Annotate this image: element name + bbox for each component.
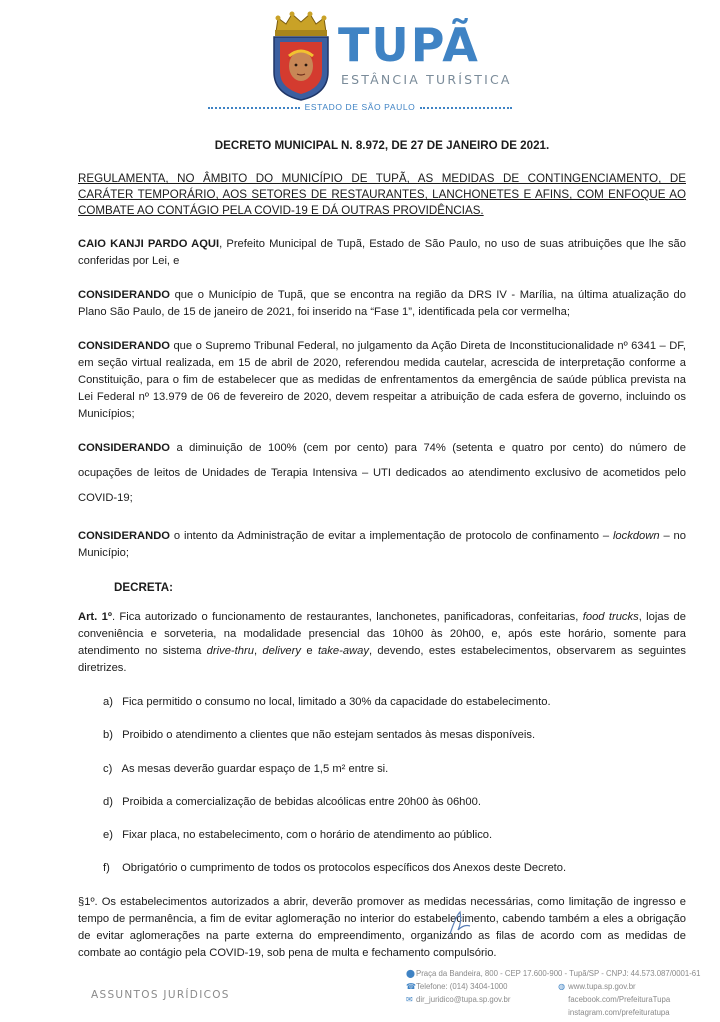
list-item-text: Proibida a comercialização de bebidas alcoólicas entre 20h00 às 06h00.: [122, 795, 481, 808]
considerando-4: [78, 528, 686, 562]
contact-block: [406, 967, 706, 1019]
list-item-text: Fica permitido o consumo no local, limitado a 30% da capacidade do estabelecimento.: [122, 696, 551, 708]
considerando-2: [78, 338, 686, 423]
email-row: [406, 993, 556, 1006]
considerando-label: CONSIDERANDO: [78, 530, 170, 542]
state-label-row: [0, 102, 720, 112]
municipal-crest-logo: [268, 10, 334, 102]
list-item: [103, 794, 686, 811]
list-item: [103, 860, 686, 877]
address-text: Praça da Bandeira, 800 - CEP 17.600-900 - Tupã/SP - CNPJ: 44.573.087/0001-61: [416, 969, 701, 978]
list-item-letter: c): [103, 762, 113, 775]
term-food-trucks: food trucks: [582, 611, 639, 623]
considerando-label: CONSIDERANDO: [78, 289, 170, 301]
initials-signature: [446, 908, 474, 938]
brand-title: TUPÃ: [338, 18, 480, 72]
letterhead: [0, 0, 720, 120]
paragraph-1: §1º. Os estabelecimentos autorizados a abrir, deverão promover as medidas necessárias, como limitação de ingresso e tempo de permanência, a fim de evitar aglomeração no interior do estabelecimento, cabendo também a eles a obrigação de evitar aglomerações na parte externa do empreendimento, organizando as filas de acordo com as medidas de combate ao contágio pela COVID-19, sob pena de multa e fechamento compulsório.: [78, 895, 686, 959]
list-item-letter: f): [103, 862, 110, 875]
guideline-list: [103, 694, 686, 877]
list-item: [103, 694, 686, 711]
list-item-letter: b): [103, 729, 113, 742]
dotted-divider-left: [208, 107, 300, 109]
list-item-text: Proibido o atendimento a clientes que não estejam sentados às mesas disponíveis.: [122, 729, 536, 742]
article-text: , devendo, estes estabelecimentos, observarem as seguintes diretrizes.: [78, 645, 686, 674]
list-item-text: Fixar placa, no estabelecimento, com o horário de atendimento ao público.: [122, 829, 493, 842]
considerando-text-end: – no Município;: [78, 530, 686, 559]
list-item: [103, 761, 686, 778]
term-take-away: take-away: [317, 645, 369, 657]
considerando-label: CONSIDERANDO: [78, 340, 170, 352]
phone-row: [406, 980, 556, 993]
contact-col-right: [558, 980, 670, 1019]
preamble-text: , Prefeito Municipal de Tupã, Estado de São Paulo, no uso de suas atribuições que lhe são conferidas por Lei, e: [78, 238, 686, 267]
list-item-letter: a): [103, 696, 113, 708]
instagram-link[interactable]: instagram.com/prefeituratupa: [568, 1008, 670, 1017]
decree-body: [78, 137, 686, 979]
decree-ementa: REGULAMENTA, NO ÂMBITO DO MUNICÍPIO DE TUPÃ, AS MEDIDAS DE CONTINGENCIAMENTO, DE CARÁTER TEMPORÁRIO, AOS SETORES DE RESTAURANTES, LANCHONETES E AFINS, COM ENFOQUE AO COMBATE AO CONTÁGIO PELA COVID-19 E DÁ OUTRAS PROVIDÊNCIAS.: [78, 172, 686, 217]
list-item-letter: d): [103, 795, 113, 808]
considerando-1: [78, 287, 686, 321]
email-icon: ✉: [406, 995, 413, 1004]
website-link[interactable]: www.tupa.sp.gov.br: [568, 982, 636, 991]
state-label: ESTADO DE SÃO PAULO: [304, 102, 416, 112]
list-item-letter: e): [103, 829, 113, 842]
address-row: [406, 967, 706, 980]
considerando-label: CONSIDERANDO: [78, 442, 170, 454]
article-label: Art. 1º: [78, 611, 112, 623]
facebook-link[interactable]: facebook.com/PrefeituraTupa: [568, 995, 671, 1004]
phone-icon: ☎: [406, 982, 416, 991]
website-row: [558, 980, 670, 993]
contact-col-left: [406, 980, 556, 1006]
considerando-text: o intento da Administração de evitar a implementação de protocolo de confinamento –: [170, 530, 613, 542]
list-item: [103, 727, 686, 744]
article-text: ,: [253, 645, 263, 657]
article-text: . Fica autorizado o funcionamento de restaurantes, lanchonetes, panificadoras, confeitarias,: [111, 611, 583, 623]
list-item-text: Obrigatório o cumprimento de todos os protocolos específicos dos Anexos deste Decreto.: [122, 862, 567, 875]
decreta-heading: DECRETA:: [114, 581, 174, 594]
decree-title: DECRETO MUNICIPAL N. 8.972, DE 27 DE JANEIRO DE 2021.: [214, 139, 550, 152]
location-pin-icon: ⬤: [406, 969, 415, 978]
preamble: [78, 236, 686, 270]
globe-icon: ◍: [558, 982, 566, 991]
department-label: ASSUNTOS JURÍDICOS: [91, 989, 230, 1001]
article-1: [78, 609, 686, 677]
considerando-text: a diminuição de 100% (cem por cento) para 74% (setenta e quatro por cento) do número de ocupações de leitos de Unidades de Terapia Intensiva – UTI dedicados ao atendimento exclusivo de acometidos pelo COVID-19;: [78, 442, 686, 504]
list-item-text: As mesas deverão guardar espaço de 1,5 m² entre si.: [121, 762, 389, 775]
considerando-text: que o Município de Tupã, que se encontra na região da DRS IV - Marília, na última atualização do Plano São Paulo, de 15 de janeiro de 2021, foi inserido na “Fase 1”, identificada pela cor vermelha;: [78, 289, 686, 318]
list-item: [103, 827, 686, 844]
mayor-name: CAIO KANJI PARDO AQUI: [78, 238, 220, 250]
brand-subtitle: ESTÂNCIA TURÍSTICA: [341, 72, 512, 87]
article-text: , lojas de conveniência e sorveteria, na modalidade presencial das 10h00 às 20h00, e, após este horário, somente para atendimento no sistema: [78, 611, 686, 657]
term-drive-thru: drive-thru: [206, 645, 254, 657]
phone-text: Telefone: (014) 3404-1000: [416, 982, 508, 991]
article-text: e: [300, 645, 318, 657]
email-link[interactable]: dir_juridico@tupa.sp.gov.br: [416, 995, 511, 1004]
term-delivery: delivery: [262, 645, 301, 657]
lockdown-term: lockdown: [612, 530, 660, 542]
dotted-divider-right: [420, 107, 512, 109]
considerando-3: [78, 436, 686, 511]
considerando-text: que o Supremo Tribunal Federal, no julgamento da Ação Direta de Inconstitucionalidade nº 6341 – DF, em seção virtual realizada, em 15 de abril de 2020, referendou medida cautelar, acrescida de interpretação conforme a Constituição, para o fim de estabelecer que as medidas de enfrentamentos da emergência de saúde pública prevista na Lei Federal nº 13.979 de 06 de fevereiro de 2020, devem respeitar a atribuição de cada esfera de governo, incluindo os Municípios;: [78, 340, 686, 420]
brand-block: [338, 18, 512, 87]
